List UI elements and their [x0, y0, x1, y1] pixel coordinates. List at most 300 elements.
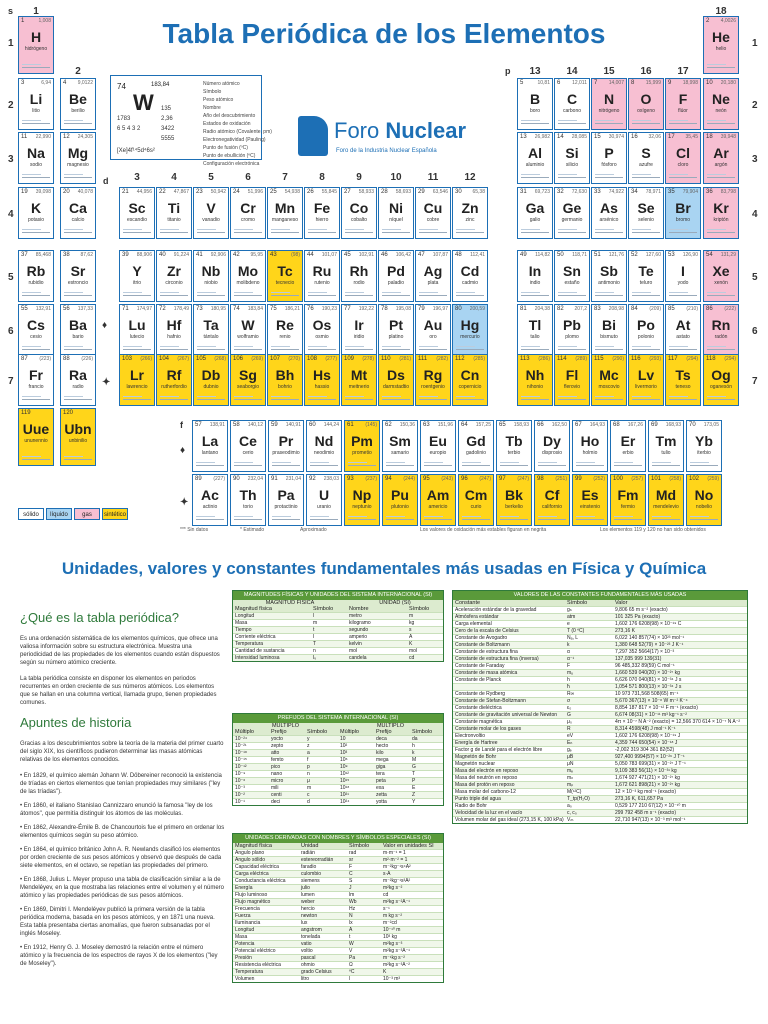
table-cell: Velocidad de la luz en el vacío [455, 810, 523, 816]
element-atomic-mass: 158,93 [513, 422, 529, 428]
element-hf [156, 304, 192, 356]
table-cell: Radio de Bohr [455, 803, 487, 809]
table-row [453, 606, 747, 613]
element-symbol: Fe [313, 200, 331, 216]
table-cell: N [349, 913, 353, 919]
table-cell: micro [271, 778, 284, 784]
element-config-line [595, 123, 623, 124]
element-atomic-number: 49 [520, 252, 527, 258]
table-cell: julio [301, 885, 310, 891]
element-data-line [196, 516, 215, 517]
table-row [233, 919, 443, 926]
element-config-line [614, 519, 642, 520]
element-data-line [197, 346, 216, 347]
element-config-line [521, 295, 549, 296]
element-atomic-number: 1 [21, 18, 25, 24]
table-cell: 927,400 9994(57) × 10⁻²⁶ J T⁻¹ [615, 754, 685, 760]
element-name: fermio [621, 504, 635, 510]
element-symbol: Nd [314, 433, 334, 449]
element-data-line [348, 516, 367, 517]
block-label-s: s [8, 6, 14, 16]
element-config-line [669, 399, 697, 400]
element-atomic-number: 115 [594, 356, 604, 362]
element-data-line [707, 229, 726, 230]
element-data-line [308, 346, 327, 347]
table-cell: exa [376, 785, 385, 791]
table-cell: vatio [301, 941, 312, 947]
element-atomic-mass: 9,0122 [77, 80, 93, 86]
element-symbol: Ac [201, 487, 219, 503]
history-item: • En 1829, el químico alemán Johann W. Döbereiner reconoció la existencia de tríadas en ciertos elementos que tenían propiedades muy similares ("ley de las tríadas"). [20, 773, 222, 795]
element-atomic-mass: 14,007 [608, 80, 624, 86]
element-data-line [632, 174, 651, 175]
table-cell: 10 [340, 736, 346, 742]
legend-item: líquido [46, 508, 72, 520]
element-atomic-number: 46 [381, 252, 388, 258]
element-symbol: Sm [389, 433, 411, 449]
element-data-line [22, 456, 41, 457]
table-row [233, 849, 443, 856]
element-symbol: Pt [389, 317, 403, 333]
table-cell: sr [349, 857, 354, 863]
element-atomic-number: 36 [706, 189, 713, 195]
element-atomic-number: 99 [575, 476, 582, 482]
column-header: Valor en unidades SI [383, 843, 434, 849]
element-co [341, 187, 377, 239]
element-atomic-number: 89 [195, 476, 202, 482]
element-name: litio [32, 108, 40, 114]
table-cell: 0,529 177 210 67(12) × 10⁻¹⁰ m [615, 803, 686, 809]
table-cell: Energía de Hartree [455, 740, 498, 746]
group-label: 18 [715, 6, 727, 17]
key-year: 1783 [117, 116, 131, 122]
table-cell: Tiempo [235, 627, 252, 633]
table-cell: 8,854 187 817 × 10⁻¹² F m⁻¹ (exacto) [615, 705, 698, 711]
element-atomic-number: 72 [159, 306, 166, 312]
subheader-cell: MÚLTIPLO [271, 723, 300, 729]
element-config-line [345, 295, 373, 296]
table-cell: 10⁻¹² [235, 764, 247, 770]
element-name: hassio [314, 384, 330, 390]
element-data-line [632, 396, 651, 397]
element-symbol: Cs [27, 317, 45, 333]
element-symbol: S [641, 145, 651, 161]
column-header: Símbolo [567, 600, 588, 606]
element-config-line [308, 232, 336, 233]
table-cell: 1,672 621 898(21) × 10⁻²⁷ kg [615, 782, 680, 788]
element-atomic-mass: 232,04 [247, 476, 263, 482]
element-atomic-number: 17 [668, 134, 675, 140]
table-cell: Constante molar de los gases [455, 726, 522, 732]
table-cell: kilo [376, 750, 384, 756]
table-cell: n [307, 771, 310, 777]
element-atomic-mass: 200,59 [469, 306, 485, 312]
element-pb [554, 304, 590, 356]
element-symbol: Lu [128, 317, 146, 333]
element-symbol: N [603, 91, 615, 107]
element-name: níquel [389, 217, 403, 223]
element-config-line [271, 232, 299, 233]
element-atomic-mass: 18,998 [682, 80, 698, 86]
table-cell: Y [412, 799, 416, 805]
group-label: 17 [677, 66, 689, 77]
table-row [233, 877, 443, 884]
element-yb [686, 420, 722, 472]
element-config-line [64, 123, 92, 124]
table-cell: Potencial eléctrico [235, 948, 276, 954]
element-atomic-number: 62 [385, 422, 392, 428]
table-cell: 22,710 947(13) × 10⁻³ m³ mol⁻¹ [615, 817, 686, 823]
table-cell: y [307, 736, 310, 742]
element-data-line [272, 462, 291, 463]
element-data-line [234, 346, 253, 347]
element-config-line [614, 465, 642, 466]
si-prefixes-table-header [233, 729, 443, 735]
element-config-line [123, 399, 151, 400]
element-config-line [521, 123, 549, 124]
footnote-item: * Estimado [240, 527, 265, 533]
element-name: oxígeno [637, 108, 655, 114]
table-cell: grado Celsius [301, 969, 332, 975]
element-atomic-mass: (286) [538, 356, 550, 362]
element-name: flerovio [563, 384, 581, 390]
element-name: ununennio [24, 438, 48, 444]
element-atomic-mass: 204,38 [534, 306, 550, 312]
element-symbol: Tm [655, 433, 677, 449]
table-cell: 8,314 4598(48) J mol⁻¹ K⁻¹ [615, 726, 676, 732]
table-row [453, 802, 747, 809]
element-atomic-mass: 39,098 [35, 189, 51, 195]
table-cell: m⁻²cd [383, 920, 397, 926]
element-si [554, 132, 590, 184]
element-symbol: Ru [312, 263, 332, 279]
element-data-line [595, 396, 614, 397]
element-symbol: Ts [675, 367, 691, 383]
element-symbol: Th [239, 487, 257, 503]
element-k [18, 187, 54, 239]
element-config-line [22, 349, 50, 350]
element-bk [496, 474, 532, 526]
element-config-line [382, 399, 410, 400]
element-am [420, 474, 456, 526]
element-atomic-mass: 88,906 [136, 252, 152, 258]
element-ho [572, 420, 608, 472]
element-name: unbinilio [68, 438, 88, 444]
element-data-line [386, 462, 405, 463]
element-config-line [197, 349, 225, 350]
element-atomic-number: 92 [309, 476, 316, 482]
element-data-line [424, 516, 443, 517]
element-symbol: Al [528, 145, 542, 161]
table-cell: K [383, 969, 387, 975]
element-symbol: Si [565, 145, 579, 161]
element-rb [18, 250, 54, 302]
element-symbol: Cr [240, 200, 256, 216]
element-name: berkelio [505, 504, 523, 510]
element-atomic-mass: (258) [669, 476, 681, 482]
element-ar [703, 132, 739, 184]
element-data-line [197, 292, 216, 293]
table-cell: 1,602 176 6208(98) × 10⁻¹⁹ J [615, 733, 681, 739]
period-label-left: 7 [8, 376, 14, 387]
table-cell: 10⁻⁹ [235, 771, 246, 777]
element-name: berilio [71, 108, 85, 114]
table-row [453, 760, 747, 767]
table-row [233, 798, 443, 805]
table-cell: m²kg s⁻² [383, 885, 403, 891]
table-cell: 10¹² [340, 771, 349, 777]
element-atomic-mass: 58,693 [395, 189, 411, 195]
element-name: plutonio [391, 504, 409, 510]
element-config-line [271, 349, 299, 350]
table-cell: R∞ [567, 691, 575, 697]
element-data-line [310, 516, 329, 517]
table-cell: estereorradián [301, 857, 334, 863]
logo-brand: Foro Nuclear [334, 118, 467, 143]
table-row [233, 612, 443, 619]
table-row [453, 627, 747, 634]
element-atomic-mass: 83,798 [720, 189, 736, 195]
element-data-line [595, 292, 614, 293]
element-atomic-number: 64 [461, 422, 468, 428]
element-rh [341, 250, 377, 302]
element-as [591, 187, 627, 239]
element-name: protactinio [274, 504, 298, 510]
table-row [233, 654, 443, 661]
element-config-line [652, 465, 680, 466]
element-atomic-mass: 101,07 [321, 252, 337, 258]
table-row [233, 626, 443, 633]
element-name: estaño [564, 280, 580, 286]
element-name: curio [470, 504, 482, 510]
element-atomic-mass: 151,96 [437, 422, 453, 428]
period-label-left: 6 [8, 326, 14, 337]
element-data-line [64, 456, 83, 457]
element-nb [193, 250, 229, 302]
element-symbol: No [694, 487, 714, 503]
element-atomic-mass: (257) [631, 476, 643, 482]
element-atomic-mass: 72,630 [571, 189, 587, 195]
element-atomic-number: 78 [381, 306, 388, 312]
element-data-line [348, 462, 367, 463]
column-header: Símbolo [412, 729, 433, 735]
table-cell: Capacidad eléctrica [235, 864, 279, 870]
element-atomic-mass: (237) [365, 476, 377, 482]
table-cell: Å [349, 927, 353, 933]
element-atomic-number: 6 [557, 80, 561, 86]
element-atomic-number: 29 [418, 189, 425, 195]
element-name: lutecio [129, 334, 145, 340]
table-cell: k [412, 750, 415, 756]
element-atomic-number: 7 [594, 80, 598, 86]
element-config-line [234, 349, 262, 350]
element-symbol: Rh [349, 263, 369, 279]
table-cell: Longitud [235, 613, 255, 619]
element-atomic-number: 74 [233, 306, 240, 312]
element-bi [591, 304, 627, 356]
table-row [453, 697, 747, 704]
element-config-line [310, 465, 338, 466]
element-data-line [271, 229, 290, 230]
element-name: titanio [167, 217, 181, 223]
element-atomic-mass: 132,91 [35, 306, 51, 312]
element-config-line [707, 399, 735, 400]
element-name: aluminio [525, 162, 545, 168]
subheader-cell: MÚLTIPLO [376, 723, 405, 729]
element-symbol: Rn [711, 317, 731, 333]
period-label-right: 2 [752, 100, 758, 111]
element-name: hierro [315, 217, 329, 223]
element-atomic-mass: 50,942 [210, 189, 226, 195]
element-al [517, 132, 553, 184]
element-atomic-mass: 121,76 [608, 252, 624, 258]
column-header: Prefijo [376, 729, 392, 735]
element-ta [193, 304, 229, 356]
element-pa [268, 474, 304, 526]
element-symbol: Mn [274, 200, 296, 216]
si-units-table [232, 590, 444, 662]
element-atomic-number: 22 [159, 189, 166, 195]
element-name: rubidio [28, 280, 44, 286]
element-atomic-number: 40 [159, 252, 166, 258]
table-cell: m²kg s⁻³A⁻² [383, 962, 410, 968]
table-cell: Conductancia eléctrica [235, 878, 286, 884]
element-symbol: Fm [617, 487, 639, 503]
element-name: nitrógeno [598, 108, 620, 114]
element-u [306, 474, 342, 526]
element-gd [458, 420, 494, 472]
element-sm [382, 420, 418, 472]
element-atomic-mass: 78,971 [645, 189, 661, 195]
group-label: 11 [427, 172, 439, 183]
table-cell: Carga eléctrica [235, 871, 269, 877]
element-atomic-mass: 35,45 [685, 134, 698, 140]
element-symbol: Ti [167, 200, 181, 216]
period-label-left: 3 [8, 154, 14, 165]
element-config-line [22, 177, 50, 178]
element-name: cobre [426, 217, 440, 223]
element-atomic-mass: (277) [325, 356, 337, 362]
element-name: gadolinio [465, 450, 487, 456]
element-data-line [160, 229, 179, 230]
element-name: galio [529, 217, 541, 223]
element-atomic-mass: 10,81 [537, 80, 550, 86]
element-config-line [456, 349, 484, 350]
element-tl [517, 304, 553, 356]
element-atomic-number: 50 [557, 252, 564, 258]
element-name: manganeso [271, 217, 299, 223]
table-cell: V [349, 948, 353, 954]
element-config-line [669, 349, 697, 350]
group-label: 6 [245, 172, 251, 183]
constants-table-title: VALORES DE LAS CONSTANTES FUNDAMENTALES MÁS USADAS [453, 591, 747, 600]
table-cell: voltio [301, 948, 313, 954]
element-data-line [595, 229, 614, 230]
element-atomic-mass: (209) [649, 306, 661, 312]
element-config-line [521, 177, 549, 178]
element-atomic-number: 82 [557, 306, 564, 312]
element-atomic-mass: 140,91 [285, 422, 301, 428]
element-config-line [419, 295, 447, 296]
table-cell: rad [349, 850, 357, 856]
table-cell: c [307, 792, 310, 798]
element-name: praseodimio [272, 450, 300, 456]
table-cell: P [412, 778, 416, 784]
key-atomic-number: 74 [117, 82, 126, 91]
element-config-line [669, 295, 697, 296]
column-header: Nombre [349, 606, 369, 612]
element-name: germanio [561, 217, 583, 223]
element-re [267, 304, 303, 356]
element-config-line [521, 232, 549, 233]
element-symbol: Pb [563, 317, 581, 333]
element-symbol: Au [423, 317, 443, 333]
table-row [453, 676, 747, 683]
series-marker-icon: ♦ [102, 320, 108, 331]
element-ir [341, 304, 377, 356]
element-name: bromo [675, 217, 691, 223]
table-row [233, 784, 443, 791]
element-atomic-number: 86 [706, 306, 713, 312]
element-w [230, 304, 266, 356]
element-symbol: Fr [29, 367, 43, 383]
series-marker-icon: ✦ [102, 377, 111, 388]
table-cell: T [412, 771, 416, 777]
element-config-line [669, 232, 697, 233]
table-cell: hercio [301, 906, 315, 912]
element-atomic-number: 43 [270, 252, 277, 258]
table-cell: culombio [301, 871, 322, 877]
table-cell: Ω [349, 962, 353, 968]
element-atomic-number: 3 [21, 80, 25, 86]
table-cell: Constante de Planck [455, 677, 502, 683]
element-symbol: Ni [389, 200, 403, 216]
key-legend-item: Número atómico [203, 81, 240, 87]
element-config-line [272, 519, 300, 520]
element-name: escandio [126, 217, 147, 223]
element-atomic-mass: 22,990 [35, 134, 51, 140]
element-data-line [652, 462, 671, 463]
element-data-line [614, 462, 633, 463]
element-atomic-mass: 138,91 [209, 422, 225, 428]
table-row [233, 742, 443, 749]
element-config-line [22, 67, 50, 68]
table-cell: newton [301, 913, 318, 919]
group-label: 5 [208, 172, 214, 183]
element-atomic-mass: 54,938 [284, 189, 300, 195]
table-cell: angstrom [301, 927, 322, 933]
table-cell: Masa molar del carbono-12 [455, 789, 516, 795]
element-atomic-mass: 178,49 [173, 306, 189, 312]
table-cell: 10⁻¹⁰ m [383, 927, 401, 933]
element-ti [156, 187, 192, 239]
group-label: 4 [171, 172, 177, 183]
table-cell: Vₘ [567, 817, 574, 823]
element-symbol: Sr [70, 263, 86, 279]
element-atomic-number: 105 [196, 356, 207, 362]
legend-item: sólido [18, 508, 44, 520]
table-cell: mᵤ [567, 670, 574, 676]
table-cell: 10²¹ [340, 792, 349, 798]
element-symbol: Ar [713, 145, 729, 161]
table-cell: 10⁻³ [235, 785, 245, 791]
key-legend-item: Punto de fusión (ºC) [203, 145, 248, 151]
element-symbol: Gd [466, 433, 486, 449]
element-atomic-number: 26 [307, 189, 314, 195]
element-config-line [345, 232, 373, 233]
element-atomic-number: 67 [575, 422, 582, 428]
derived-units-table [232, 833, 444, 983]
